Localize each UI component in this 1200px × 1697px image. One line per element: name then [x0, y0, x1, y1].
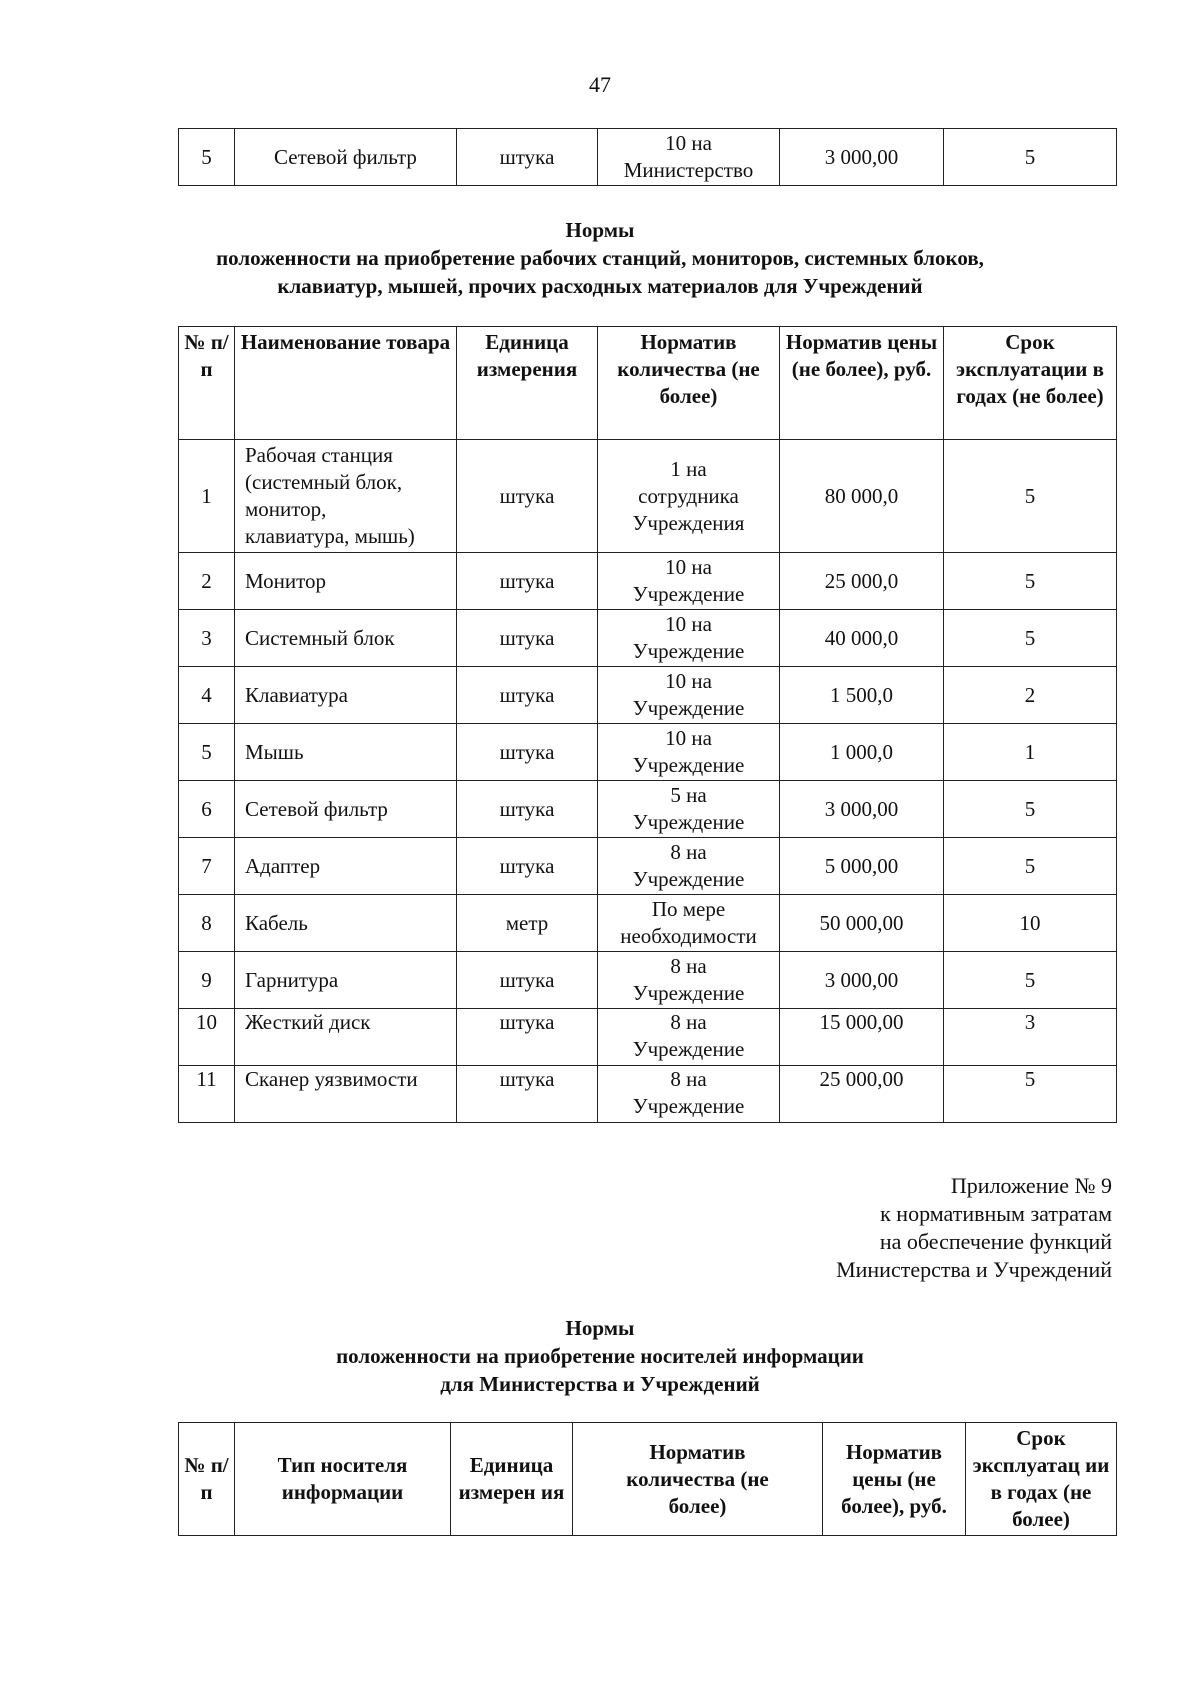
row-num: 4 — [179, 667, 235, 724]
row-term: 2 — [944, 667, 1117, 724]
row-price: 50 000,00 — [780, 895, 944, 952]
table-row — [179, 667, 1117, 724]
row-unit: штука — [457, 610, 598, 667]
row-price: 1 000,0 — [780, 724, 944, 781]
row-num: 5 — [179, 724, 235, 781]
header-qty: Норматив количества (не более) — [573, 1423, 823, 1536]
row-name: Адаптер — [235, 838, 457, 895]
row-name: Мышь — [235, 724, 457, 781]
row-term: 5 — [944, 129, 1117, 186]
row-name: Системный блок — [235, 610, 457, 667]
section2-subtitle-line1: положенности на приобретение носителей информации — [336, 1344, 864, 1368]
row-price: 5 000,00 — [780, 838, 944, 895]
row-price: 3 000,00 — [780, 952, 944, 1009]
table-row — [179, 724, 1117, 781]
row-name: Монитор — [235, 553, 457, 610]
row-num: 11 — [179, 1066, 235, 1123]
row-unit: штука — [457, 553, 598, 610]
page-number: 47 — [589, 72, 611, 97]
carryover-table — [178, 128, 1117, 186]
row-term: 5 — [944, 440, 1117, 553]
header-name: Наименование товара — [235, 327, 457, 440]
row-qty: 10 на Министерство — [598, 129, 780, 186]
header-num: № п/п — [179, 327, 235, 440]
row-qty: 10 на Учреждение — [598, 667, 780, 724]
row-unit: штука — [457, 440, 598, 553]
table-row — [179, 895, 1117, 952]
row-unit: штука — [457, 667, 598, 724]
row-name: Сетевой фильтр — [235, 129, 457, 186]
table-header-row — [179, 327, 1117, 440]
row-unit: метр — [457, 895, 598, 952]
appendix-note — [836, 1172, 1112, 1284]
header-unit: Единица измерен ия — [451, 1423, 573, 1536]
row-unit: штука — [457, 1009, 598, 1066]
header-type: Тип носителя информации — [235, 1423, 451, 1536]
row-num: 10 — [179, 1009, 235, 1066]
row-unit: штука — [457, 952, 598, 1009]
appendix-line4: Министерства и Учреждений — [836, 1257, 1112, 1282]
appendix-line2: к нормативным затратам — [880, 1201, 1112, 1226]
workstations-table — [178, 326, 1117, 1123]
row-name: Сетевой фильтр — [235, 781, 457, 838]
row-unit: штука — [457, 1066, 598, 1123]
header-term: Срок эксплуатации в годах (не более) — [944, 327, 1117, 440]
row-num: 3 — [179, 610, 235, 667]
section1-heading — [0, 216, 1200, 300]
row-num: 7 — [179, 838, 235, 895]
row-price: 15 000,00 — [780, 1009, 944, 1066]
row-price: 80 000,0 — [780, 440, 944, 553]
row-qty: 5 на Учреждение — [598, 781, 780, 838]
row-price: 40 000,0 — [780, 610, 944, 667]
row-qty: 8 на Учреждение — [598, 838, 780, 895]
row-price: 25 000,00 — [780, 1066, 944, 1123]
row-price: 3 000,00 — [780, 129, 944, 186]
row-unit: штука — [457, 724, 598, 781]
row-term: 5 — [944, 1066, 1117, 1123]
row-term: 10 — [944, 895, 1117, 952]
row-qty: 10 на Учреждение — [598, 610, 780, 667]
row-qty: 8 на Учреждение — [598, 1066, 780, 1123]
table-row — [179, 838, 1117, 895]
row-term: 5 — [944, 610, 1117, 667]
row-num: 5 — [179, 129, 235, 186]
appendix-line1: Приложение № 9 — [950, 1173, 1112, 1198]
row-qty: 8 на Учреждение — [598, 1009, 780, 1066]
table-row — [179, 129, 1117, 186]
table-row — [179, 781, 1117, 838]
appendix-line3: на обеспечение функций — [879, 1229, 1112, 1254]
header-term: Срок эксплуатац ии в годах (не более) — [966, 1423, 1117, 1536]
header-num: № п/п — [179, 1423, 235, 1536]
section1-subtitle-line1: положенности на приобретение рабочих станций, мониторов, системных блоков, — [216, 246, 984, 270]
header-price: Норматив цены (не более), руб. — [823, 1423, 966, 1536]
row-qty: 10 на Учреждение — [598, 724, 780, 781]
table-row — [179, 553, 1117, 610]
row-num: 2 — [179, 553, 235, 610]
table-row — [179, 1066, 1117, 1123]
row-qty: 10 на Учреждение — [598, 553, 780, 610]
row-qty: По мере необходимости — [598, 895, 780, 952]
row-price: 3 000,00 — [780, 781, 944, 838]
row-name: Клавиатура — [235, 667, 457, 724]
row-qty: 1 на сотрудника Учреждения — [598, 440, 780, 553]
row-num: 8 — [179, 895, 235, 952]
header-qty: Норматив количества (не более) — [598, 327, 780, 440]
media-table — [178, 1422, 1117, 1536]
row-term: 1 — [944, 724, 1117, 781]
row-term: 3 — [944, 1009, 1117, 1066]
row-term: 5 — [944, 838, 1117, 895]
row-num: 6 — [179, 781, 235, 838]
section1-title: Нормы — [565, 218, 635, 242]
row-num: 9 — [179, 952, 235, 1009]
section2-heading — [0, 1314, 1200, 1398]
table-row — [179, 952, 1117, 1009]
row-name: Кабель — [235, 895, 457, 952]
row-num: 1 — [179, 440, 235, 553]
row-unit: штука — [457, 838, 598, 895]
row-name: Гарнитура — [235, 952, 457, 1009]
row-name: Сканер уязвимости — [235, 1066, 457, 1123]
row-term: 5 — [944, 553, 1117, 610]
section2-subtitle-line2: для Министерства и Учреждений — [440, 1372, 760, 1396]
section2-title: Нормы — [565, 1316, 635, 1340]
row-price: 25 000,0 — [780, 553, 944, 610]
header-unit: Единица измерения — [457, 327, 598, 440]
row-price: 1 500,0 — [780, 667, 944, 724]
header-price: Норматив цены (не более), руб. — [780, 327, 944, 440]
table-row — [179, 610, 1117, 667]
table-row — [179, 440, 1117, 553]
row-unit: штука — [457, 781, 598, 838]
row-name: Жесткий диск — [235, 1009, 457, 1066]
row-qty: 8 на Учреждение — [598, 952, 780, 1009]
row-term: 5 — [944, 781, 1117, 838]
row-name: Рабочая станция (системный блок, монитор, клавиатура, мышь) — [235, 440, 457, 553]
table-header-row — [179, 1423, 1117, 1536]
row-term: 5 — [944, 952, 1117, 1009]
row-unit: штука — [457, 129, 598, 186]
section1-subtitle-line2: клавиатур, мышей, прочих расходных материалов для Учреждений — [277, 274, 923, 298]
table-row — [179, 1009, 1117, 1066]
